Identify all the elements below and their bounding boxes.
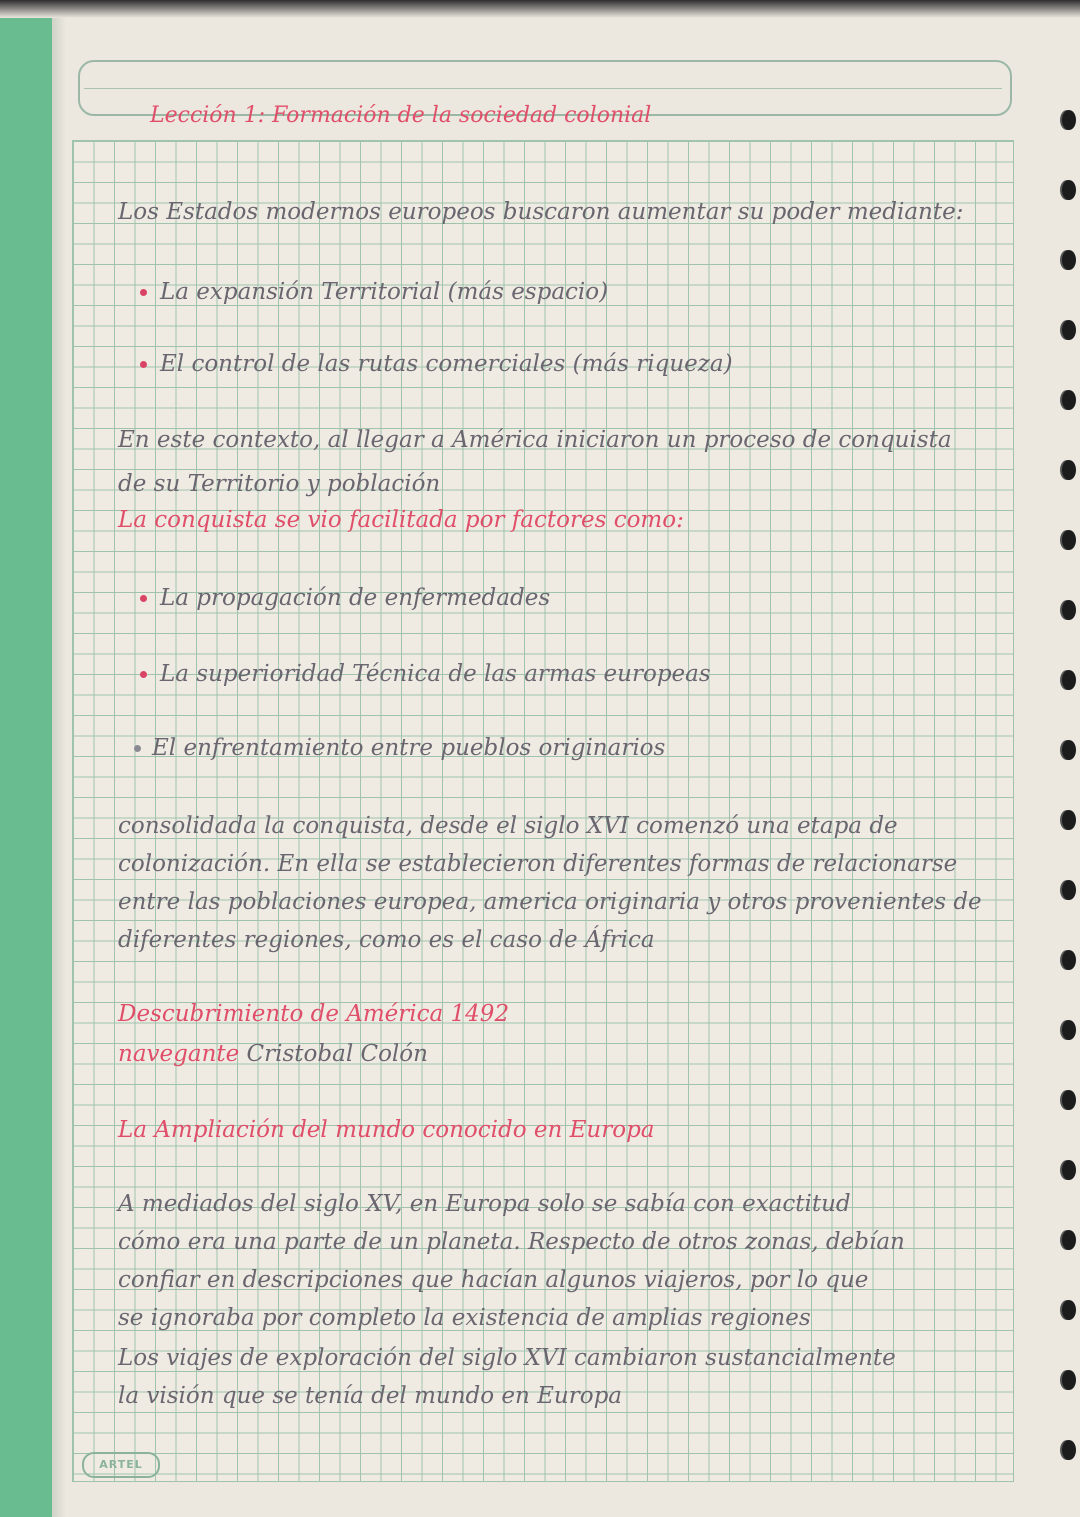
notebook-binding-strip [0,0,52,1517]
section-heading: La conquista se vio facilitada por factores como: [118,507,684,533]
binding-hole [1062,1090,1076,1110]
binding-hole [1062,110,1076,130]
brand-logo: ARTEL [82,1452,160,1478]
bullet-dot [140,289,147,296]
binding-hole [1062,1440,1076,1460]
binding-hole [1062,180,1076,200]
binding-hole [1062,950,1076,970]
page-title: Lección 1: Formación de la sociedad colonial [150,103,652,128]
text-line: En este contexto, al llegar a América iniciaron un proceso de conquista [118,427,952,453]
text-line: de su Territorio y población [118,471,441,497]
binding-hole [1062,1020,1076,1040]
text-line: colonización. En ella se establecieron diferentes formas de relacionarse [118,851,958,877]
navigator-label: navegante [118,1041,240,1067]
section-heading: La Ampliación del mundo conocido en Europa [118,1117,655,1143]
binding-hole [1062,1160,1076,1180]
bullet-dot [140,671,147,678]
bullet-dot [140,361,147,368]
binding-hole [1062,740,1076,760]
binding-hole [1062,390,1076,410]
binding-hole [1062,670,1076,690]
navigator-value: Cristobal Colón [246,1041,428,1067]
list-item: La expansión Territorial (más espacio) [160,279,609,305]
binding-hole [1062,1230,1076,1250]
page-top-edge [0,0,1080,18]
bullet-dot [134,745,141,752]
text-line: cómo era una parte de un planeta. Respecto de otros zonas, debían [118,1229,905,1255]
text-line: la visión que se tenía del mundo en Europa [118,1383,623,1409]
binding-hole [1062,600,1076,620]
binding-hole [1062,320,1076,340]
text-line: Los Estados modernos europeos buscaron aumentar su poder mediante: [118,199,964,225]
navigator-line [118,1040,428,1068]
binding-hole [1062,1300,1076,1320]
text-line: Los viajes de exploración del siglo XVI cambiaron sustancialmente [118,1345,896,1371]
binding-hole [1062,810,1076,830]
list-item: El control de las rutas comerciales (más riqueza) [160,351,733,377]
binding-hole [1062,530,1076,550]
text-line: diferentes regiones, como es el caso de África [118,927,655,953]
text-line: consolidada la conquista, desde el siglo XVI comenzó una etapa de [118,813,898,839]
text-line: se ignoraba por completo la existencia de amplias regiones [118,1305,811,1331]
binding-hole [1062,460,1076,480]
binding-shadow [52,0,66,1517]
text-line: confiar en descripciones que hacían algunos viajeros, por lo que [118,1267,869,1293]
binding-hole [1062,250,1076,270]
list-item: El enfrentamiento entre pueblos originarios [152,735,666,761]
spiral-binding [1054,70,1080,1470]
discovery-heading: Descubrimiento de América 1492 [118,1001,510,1027]
text-line: A mediados del siglo XV, en Europa solo se sabía con exactitud [118,1191,851,1217]
binding-hole [1062,1370,1076,1390]
text-line: entre las poblaciones europea, america originaria y otros provenientes de [118,889,982,915]
list-item: La superioridad Técnica de las armas europeas [160,661,711,687]
list-item: La propagación de enfermedades [160,585,551,611]
bullet-dot [140,595,147,602]
binding-hole [1062,880,1076,900]
